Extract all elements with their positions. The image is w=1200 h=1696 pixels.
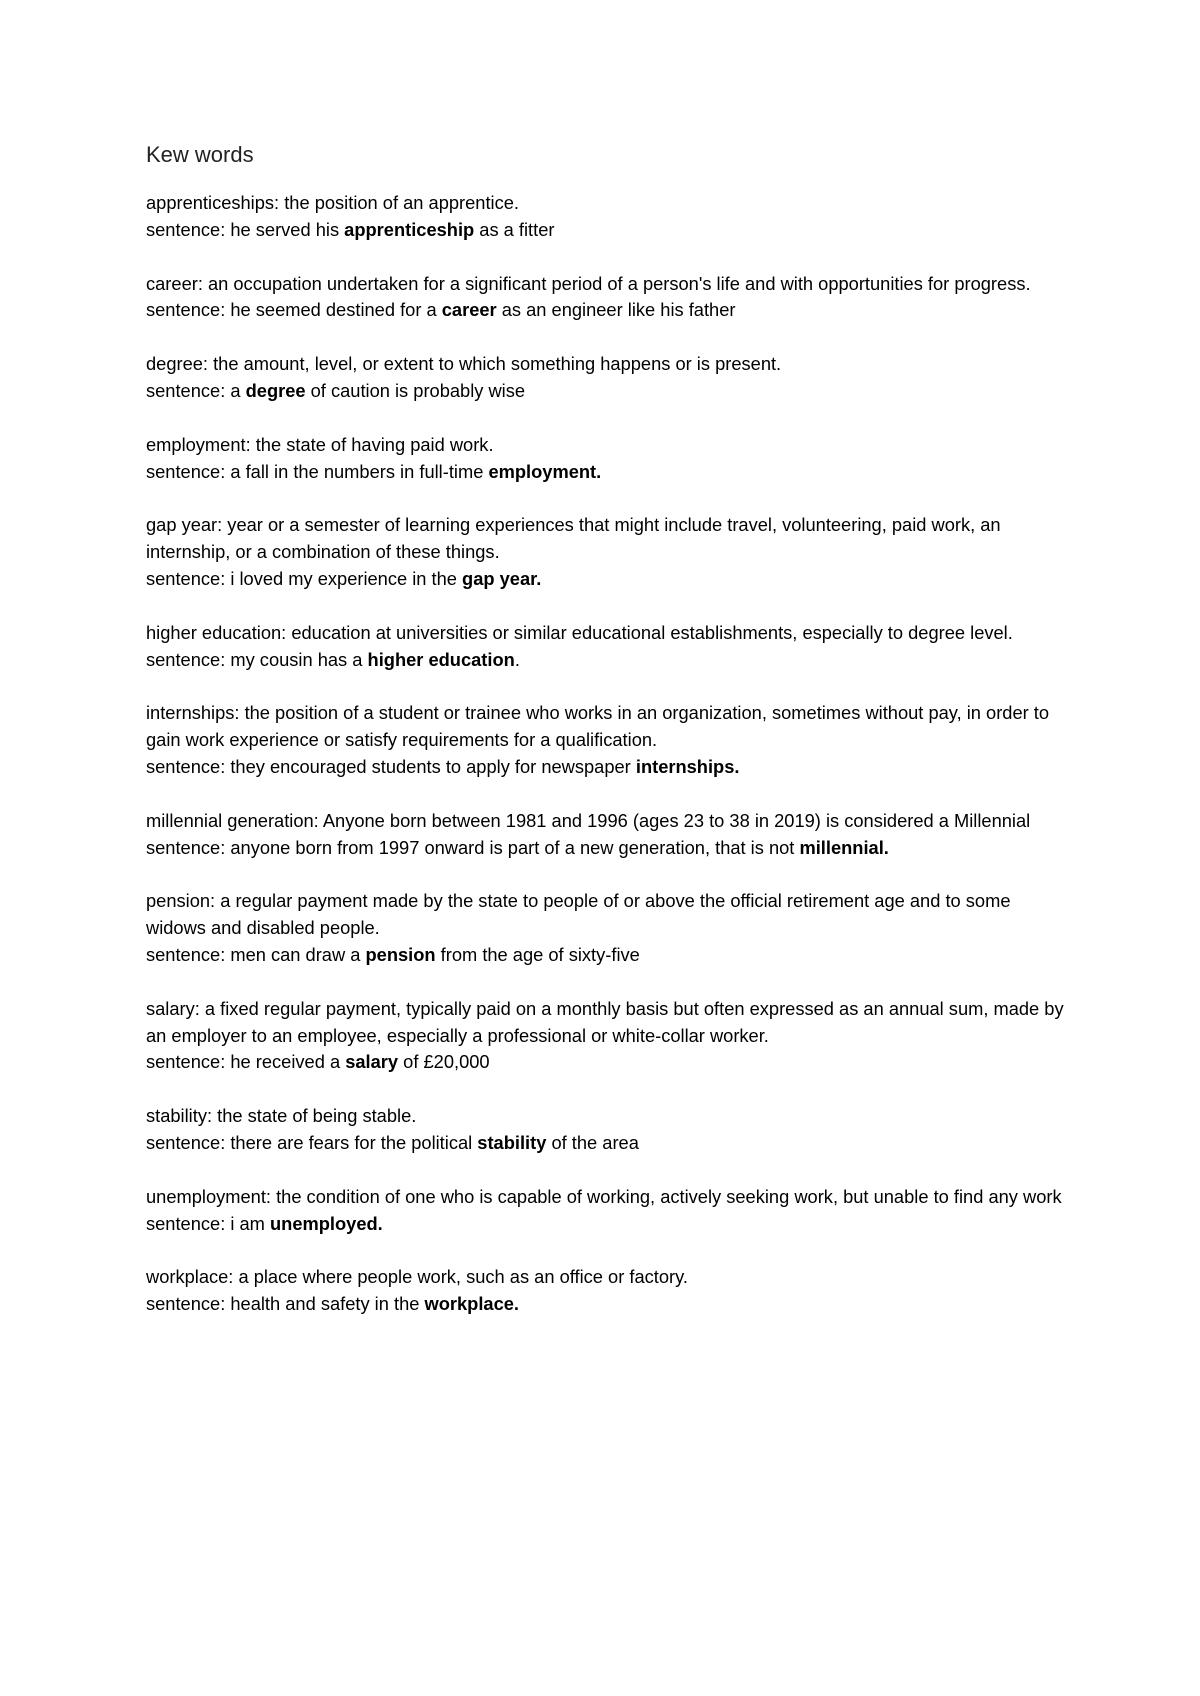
entry-sentence bbox=[146, 1291, 1066, 1318]
entry-sentence bbox=[146, 566, 1066, 593]
entry-sentence bbox=[146, 835, 1066, 862]
entry-pension bbox=[146, 888, 1066, 968]
entry-sentence bbox=[146, 378, 1066, 405]
entry-stability bbox=[146, 1103, 1066, 1157]
sentence-text: sentence: i am bbox=[146, 1212, 270, 1234]
sentence-term: stability bbox=[477, 1131, 547, 1153]
entry-definition: apprenticeships: the position of an apprentice. bbox=[146, 192, 519, 213]
entry-definition: higher education: education at universities or similar educational establishments, especially to degree level. bbox=[146, 621, 1013, 643]
sentence-text: of the area bbox=[546, 1131, 639, 1153]
entry-sentence bbox=[146, 459, 1066, 486]
sentence-term: gap year. bbox=[462, 567, 542, 589]
entry-unemployment bbox=[146, 1184, 1066, 1238]
entry-millennial-generation bbox=[146, 808, 1066, 862]
document-page bbox=[146, 140, 1066, 1345]
entry-salary bbox=[146, 996, 1066, 1076]
entry-career bbox=[146, 271, 1066, 325]
entry-gap-year bbox=[146, 512, 1066, 592]
sentence-term: pension bbox=[365, 943, 436, 965]
sentence-text: sentence: health and safety in the bbox=[146, 1293, 425, 1315]
entry-definition: millennial generation: Anyone born between 1981 and 1996 (ages 23 to 38 in 2019) is considered a Millennial bbox=[146, 809, 1031, 831]
sentence-text: sentence: i loved my experience in the bbox=[146, 567, 463, 589]
sentence-term: millennial. bbox=[799, 836, 889, 858]
entry-definition: employment: the state of having paid work. bbox=[146, 433, 494, 455]
sentence-term: internships. bbox=[635, 755, 740, 777]
entry-degree bbox=[146, 351, 1066, 405]
sentence-term: career bbox=[441, 299, 497, 321]
sentence-text: of £20,000 bbox=[398, 1051, 490, 1073]
entry-higher-education bbox=[146, 620, 1066, 674]
sentence-text: sentence: anyone born from 1997 onward is part of a new generation, that is not bbox=[146, 836, 800, 858]
sentence-text: sentence: my cousin has a bbox=[146, 648, 368, 670]
entry-workplace bbox=[146, 1264, 1066, 1318]
entry-internships bbox=[146, 700, 1066, 780]
sentence-term: employment. bbox=[488, 460, 602, 482]
sentence-text: sentence: a bbox=[146, 379, 246, 401]
entry-apprenticeships bbox=[146, 190, 1066, 244]
entry-definition: salary: a fixed regular payment, typically paid on a monthly basis but often expressed as an annual sum, made by an employer to an employee, especially a professional or white-collar worker. bbox=[146, 997, 1064, 1046]
entry-definition: career: an occupation undertaken for a significant period of a person's life and with opportunities for progress. bbox=[146, 272, 1031, 294]
sentence-text: . bbox=[514, 648, 520, 670]
sentence-term: degree bbox=[245, 379, 306, 401]
entry-sentence bbox=[146, 1130, 1066, 1157]
sentence-text: as a fitter bbox=[474, 218, 555, 240]
sentence-text: sentence: men can draw a bbox=[146, 943, 366, 965]
sentence-term: unemployed. bbox=[269, 1212, 383, 1234]
entry-sentence bbox=[146, 217, 1066, 244]
entry-definition: stability: the state of being stable. bbox=[146, 1105, 417, 1127]
entry-sentence bbox=[146, 1211, 1066, 1238]
document-title: Kew words bbox=[146, 142, 254, 167]
entry-definition: gap year: year or a semester of learning experiences that might include travel, volunteering, paid work, an internship, or a combination of these things. bbox=[146, 514, 1001, 563]
entry-sentence bbox=[146, 942, 1066, 969]
entry-employment bbox=[146, 432, 1066, 486]
sentence-text: sentence: there are fears for the political bbox=[146, 1131, 478, 1153]
sentence-text: sentence: they encouraged students to apply for newspaper bbox=[146, 755, 636, 777]
entry-definition: internships: the position of a student or trainee who works in an organization, sometimes without pay, in order to gain work experience or satisfy requirements for a qualification. bbox=[146, 702, 1050, 751]
entry-sentence bbox=[146, 647, 1066, 674]
entry-definition: workplace: a place where people work, such as an office or factory. bbox=[146, 1266, 688, 1288]
sentence-term: salary bbox=[345, 1051, 399, 1073]
entry-sentence bbox=[146, 1049, 1066, 1076]
entry-definition: degree: the amount, level, or extent to which something happens or is present. bbox=[146, 353, 782, 375]
sentence-term: apprenticeship bbox=[344, 218, 475, 240]
sentence-text: as an engineer like his father bbox=[496, 299, 736, 321]
sentence-text: sentence: he seemed destined for a bbox=[146, 299, 442, 321]
sentence-term: workplace. bbox=[424, 1293, 519, 1315]
entry-sentence bbox=[146, 297, 1066, 324]
sentence-text: sentence: he received a bbox=[146, 1051, 346, 1073]
sentence-text: sentence: a fall in the numbers in full-time bbox=[146, 460, 489, 482]
sentence-text: from the age of sixty-five bbox=[435, 943, 640, 965]
sentence-term: higher education bbox=[367, 648, 515, 670]
entry-sentence bbox=[146, 754, 1066, 781]
sentence-text: of caution is probably wise bbox=[305, 379, 526, 401]
entry-definition: pension: a regular payment made by the state to people of or above the official retirement age and to some widows and disabled people. bbox=[146, 890, 1011, 939]
sentence-text: sentence: he served his bbox=[146, 218, 345, 240]
entry-definition: unemployment: the condition of one who is capable of working, actively seeking work, but unable to find any work bbox=[146, 1185, 1062, 1207]
